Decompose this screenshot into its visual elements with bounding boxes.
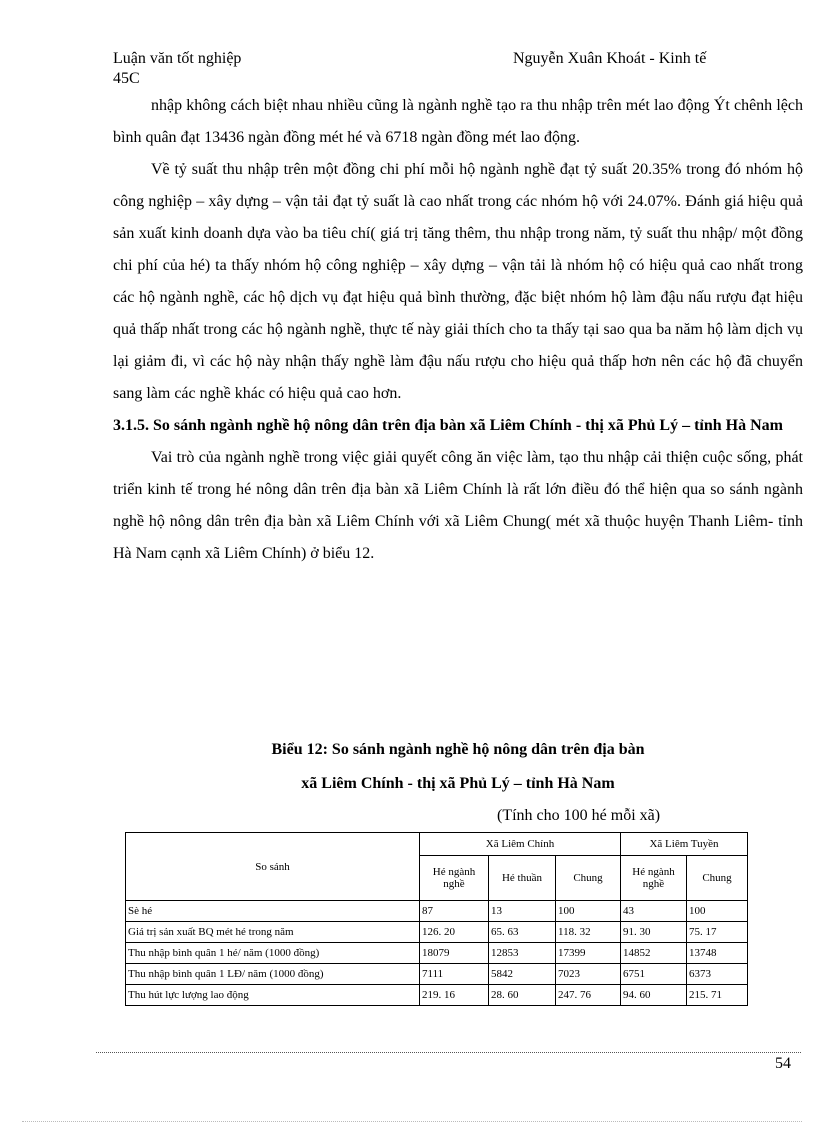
table-cell: 94. 60 — [621, 985, 687, 1006]
table-row — [126, 922, 748, 943]
subheader-cell: Chung — [556, 856, 621, 901]
row-label: Giá trị sản xuất BQ mét hé trong năm — [126, 922, 420, 943]
table-cell: 247. 76 — [556, 985, 621, 1006]
table-cell: 7023 — [556, 964, 621, 985]
header-author: Nguyễn Xuân Khoát - Kinh tế — [513, 50, 707, 67]
row-label: Thu hút lực lượng lao động — [126, 985, 420, 1006]
table-cell: 13748 — [687, 943, 748, 964]
table-header-row — [126, 833, 748, 856]
table-cell: 219. 16 — [420, 985, 489, 1006]
table-cell: 43 — [621, 901, 687, 922]
table-cell: 12853 — [489, 943, 556, 964]
table-cell: 65. 63 — [489, 922, 556, 943]
table-cell: 118. 32 — [556, 922, 621, 943]
table-corner: So sánh — [126, 833, 420, 901]
page-number: 54 — [775, 1055, 791, 1072]
table-row — [126, 901, 748, 922]
group-header-liem-chinh: Xã Liêm Chính — [420, 833, 621, 856]
paragraph-2: Về tỷ suất thu nhập trên một đồng chi phí mỗi hộ ngành nghề đạt tỷ suất 20.35% trong đó nhóm hộ công nghiệp – xây dựng – vận tải đạt tỷ suất là cao nhất trong các nhóm hộ với 24.07%. Đánh giá hiệu quả sản xuất kinh doanh dựa vào ba tiêu chí( giá trị tăng thêm, thu nhập trong năm, tỷ suất thu nhập/ một đồng chi phí của hé) ta thấy nhóm hộ công nghiệp – xây dựng – vận tải là nhóm hộ có hiệu quả cao nhất trong các hộ ngành nghề, các hộ dịch vụ đạt hiệu quả bình thường, đặc biệt nhóm hộ làm đậu nấu rượu đạt hiệu quả thấp nhất trong các hộ ngành nghề, thực tế này giải thích cho ta thấy tại sao qua ba năm hộ làm dịch vụ lại giảm đi, vì các hộ này nhận thấy nghề làm đậu nấu rượu cho hiệu quả thấp hơn nên các hộ đã chuyển sang làm các nghề khác có hiệu quả cao hơn. — [113, 161, 803, 402]
header-class: 45C — [113, 70, 140, 87]
section-heading: 3.1.5. So sánh ngành nghề hộ nông dân trên địa bàn xã Liêm Chính - thị xã Phủ Lý – tỉnh Hà Nam — [113, 417, 783, 434]
paragraph-3: Vai trò của ngành nghề trong việc giải quyết công ăn việc làm, tạo thu nhập cải thiện cuộc sống, phát triển kinh tế trong hé nông dân trên địa bàn xã Liêm Chính là rất lớn điều đó thể hiện qua so sánh ngành nghề hộ nông dân trên địa bàn xã Liêm Chính với xã Liêm Chung( mét xã thuộc huyện Thanh Liêm- tỉnh Hà Nam cạnh xã Liêm Chính) ở biểu 12. — [113, 449, 803, 562]
table-cell: 75. 17 — [687, 922, 748, 943]
table-cell: 18079 — [420, 943, 489, 964]
table-row — [126, 985, 748, 1006]
footer-divider — [96, 1052, 801, 1053]
table-cell: 7111 — [420, 964, 489, 985]
subheader-cell: Hé ngành nghề — [420, 856, 489, 901]
table-cell: 126. 20 — [420, 922, 489, 943]
table-row — [126, 943, 748, 964]
table-row — [126, 964, 748, 985]
table-note: (Tính cho 100 hé mỗi xã) — [497, 807, 661, 824]
row-label: Sè hé — [126, 901, 420, 922]
table-cell: 87 — [420, 901, 489, 922]
row-label: Thu nhập bình quân 1 LĐ/ năm (1000 đồng) — [126, 964, 420, 985]
table-cell: 215. 71 — [687, 985, 748, 1006]
paragraph-1: nhập không cách biệt nhau nhiều cũng là ngành nghề tạo ra thu nhập trên mét lao động Ýt chênh lệch bình quân đạt 13436 ngàn đồng mét hé và 6718 ngàn đồng mét lao động. — [113, 97, 803, 146]
subheader-cell: Hé ngành nghề — [621, 856, 687, 901]
subheader-cell: Chung — [687, 856, 748, 901]
table-caption-line-2: xã Liêm Chính - thị xã Phủ Lý – tỉnh Hà Nam — [301, 775, 615, 792]
table-caption-line-1: Biểu 12: So sánh ngành nghề hộ nông dân trên địa bàn — [271, 741, 645, 758]
subheader-cell: Hé thuần — [489, 856, 556, 901]
table-cell: 91. 30 — [621, 922, 687, 943]
table-cell: 6373 — [687, 964, 748, 985]
table-cell: 5842 — [489, 964, 556, 985]
row-label: Thu nhập bình quân 1 hé/ năm (1000 đồng) — [126, 943, 420, 964]
header-title: Luận văn tốt nghiệp — [113, 50, 242, 67]
table-cell: 13 — [489, 901, 556, 922]
table-cell: 28. 60 — [489, 985, 556, 1006]
group-header-liem-tuyen: Xã Liêm Tuyền — [621, 833, 748, 856]
body-text — [113, 90, 803, 570]
table-cell: 14852 — [621, 943, 687, 964]
table-cell: 6751 — [621, 964, 687, 985]
comparison-table — [125, 832, 748, 1006]
table-cell: 100 — [556, 901, 621, 922]
table-cell: 100 — [687, 901, 748, 922]
table-cell: 17399 — [556, 943, 621, 964]
page-bottom-divider — [22, 1121, 802, 1122]
